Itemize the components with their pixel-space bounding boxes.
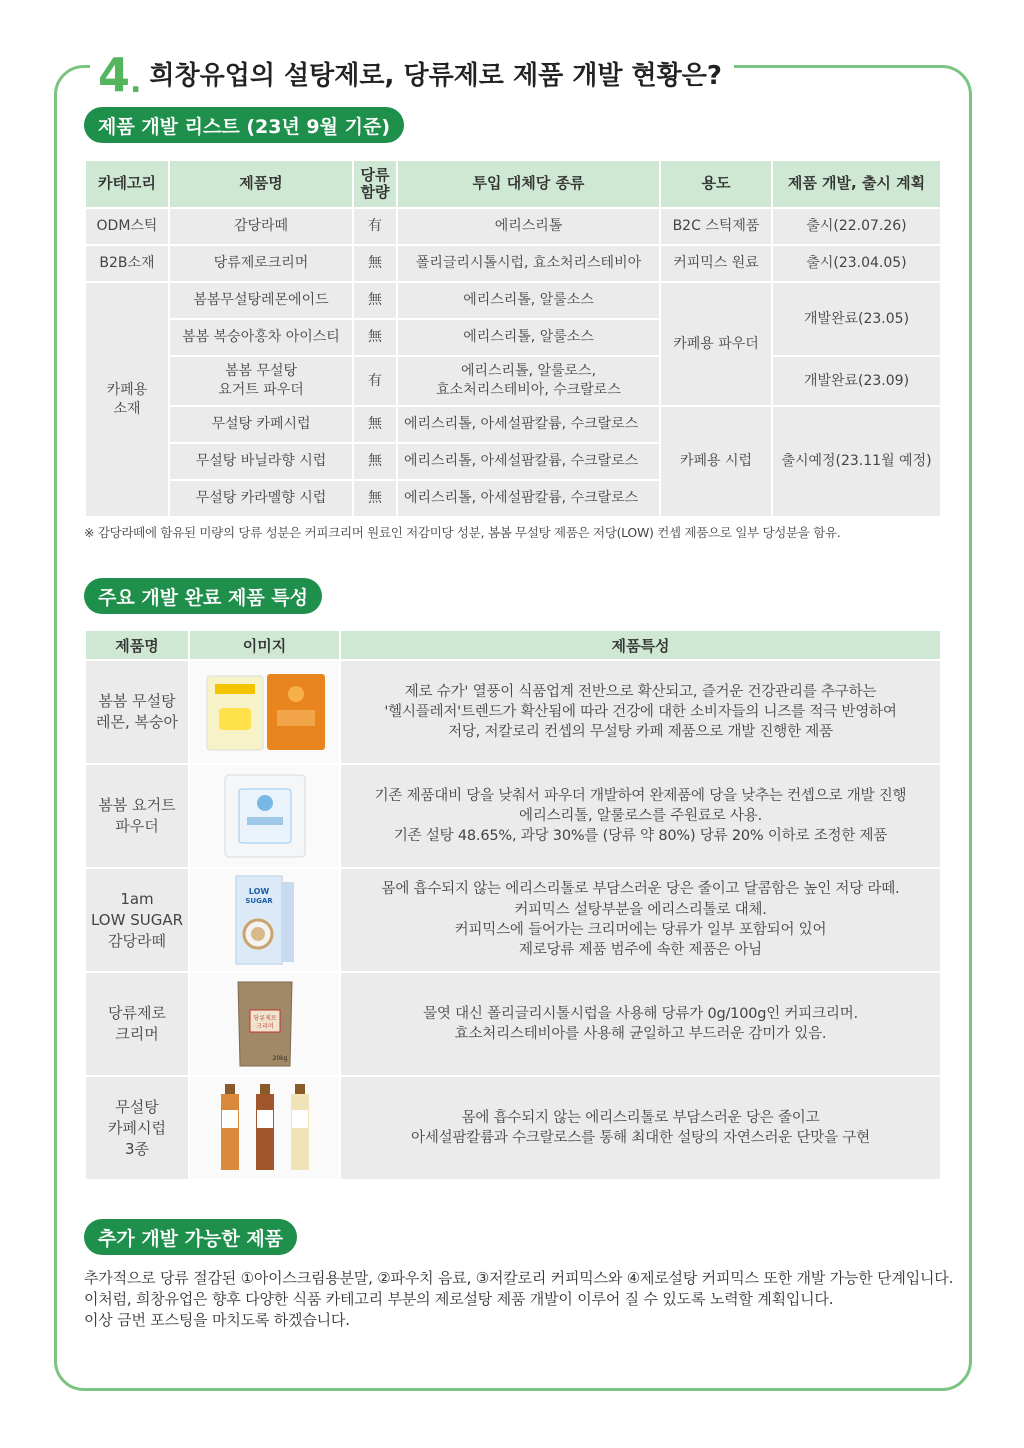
product-description: 몸에 흡수되지 않는 에리스리톨로 부담스러운 당은 줄이고 아세설팜칼륨과 수크랄로스를 통해 최대한 설탕의 자연스러운 단맛을 구현: [340, 1076, 941, 1180]
lemon-peach-pack-image: [201, 670, 329, 754]
table-row: [85, 282, 941, 319]
row-name: 무설탕 바닐라향 시럽: [169, 443, 353, 480]
table-row: [85, 972, 941, 1076]
row-plan-1: 개발완료(23.05): [772, 282, 941, 356]
row-sweetener: 에리스리톨, 아세설팜칼륨, 수크랄로스: [397, 406, 660, 443]
header-name: 제품명: [85, 630, 189, 660]
row-name: 무설탕 카라멜향 시럽: [169, 480, 353, 517]
header-name: 제품명: [169, 160, 353, 208]
product-image-cell: [189, 972, 340, 1076]
row-plan-2: 개발완료(23.09): [772, 356, 941, 406]
product-description: 물엿 대신 폴리글리시톨시럽을 사용해 당류가 0g/100g인 커피크리머. 효소처리스테비아를 사용해 균일하고 부드러운 감미가 있음.: [340, 972, 941, 1076]
table-row: [85, 1076, 941, 1180]
row-name: 당류제로크리머: [169, 245, 353, 282]
row-sugar: 無: [353, 319, 397, 356]
row-sweetener: 에리스리톨, 아세설팜칼륨, 수크랄로스: [397, 443, 660, 480]
product-name: 봄봄 요거트 파우더: [85, 764, 189, 868]
row-sugar: 無: [353, 480, 397, 517]
svg-text:당류제로: 당류제로: [252, 1015, 277, 1022]
additional-products-text: [84, 1268, 954, 1331]
row-sugar: 無: [353, 245, 397, 282]
row-sugar: 有: [353, 356, 397, 406]
table-row: [85, 406, 941, 443]
syrup-bottles-image: [215, 1080, 315, 1176]
product-image-cell: [189, 868, 340, 972]
paragraph-line: 이상 금번 포스팅을 마치도록 하겠습니다.: [84, 1311, 350, 1329]
paragraph-line: 추가적으로 당류 절감된 ①아이스크림용분말, ②파우치 음료, ③저칼로리 커피믹스와 ④제로설탕 커피믹스 또한 개발 가능한 단계입니다.: [84, 1269, 954, 1287]
header-use: 용도: [660, 160, 772, 208]
row-category: B2B소재: [85, 245, 169, 282]
row-name: 봄봄 무설탕 요거트 파우더: [169, 356, 353, 406]
row-sweetener: 폴리글리시톨시럽, 효소처리스테비아: [397, 245, 660, 282]
table-row: [85, 356, 941, 406]
creamer-sack-image: [230, 976, 300, 1072]
header-sugar: 당류 함량: [353, 160, 397, 208]
row-name: 감당라떼: [169, 208, 353, 245]
row-use-powder: 카페용 파우더: [660, 282, 772, 406]
row-name: 봄봄무설탕레몬에이드: [169, 282, 353, 319]
row-sugar: 無: [353, 443, 397, 480]
section1-title-pill: 제품 개발 리스트 (23년 9월 기준): [84, 107, 404, 143]
header-image: 이미지: [189, 630, 340, 660]
svg-text:LOW: LOW: [248, 887, 269, 896]
product-description: 기존 제품대비 당을 낮춰서 파우더 개발하여 완제품에 당을 낮추는 컨셉으로 개발 진행 에리스리톨, 알룰로스를 주원료로 사용. 기존 설탕 48.65%, 과당 30%를 (당류 약 80%) 당류 20% 이하로 조정한 제품: [340, 764, 941, 868]
product-name: 당류제로 크리머: [85, 972, 189, 1076]
table-header-row: [85, 160, 941, 208]
svg-text:SUGAR: SUGAR: [244, 897, 273, 905]
row-name: 봄봄 복숭아홍차 아이스티: [169, 319, 353, 356]
table-row: [85, 764, 941, 868]
row-sweetener: 에리스리톨: [397, 208, 660, 245]
product-image-cell: [189, 1076, 340, 1180]
table-row: [85, 868, 941, 972]
row-sweetener: 에리스리톨, 알룰소스: [397, 282, 660, 319]
row-use-syrup: 카페용 시럽: [660, 406, 772, 517]
product-features-table: [84, 629, 942, 1181]
product-description: 제로 슈가' 열풍이 식품업계 전반으로 확산되고, 즐거운 건강관리를 추구하는 '헬시플레저'트렌드가 확산됨에 따라 건강에 대한 소비자들의 니즈를 적극 반영하여 저당, 저칼로리 컨셉의 무설탕 카페 제품으로 개발 진행한 제품: [340, 660, 941, 764]
product-name: 무설탕 카페시럽 3종: [85, 1076, 189, 1180]
yogurt-powder-pack-image: [217, 771, 313, 861]
section2-title-pill: 주요 개발 완료 제품 특성: [84, 578, 322, 614]
product-description: 몸에 흡수되지 않는 에리스리톨로 부담스러운 당은 줄이고 달콤함은 높인 저당 라떼. 커피믹스 설탕부분을 에리스리톨로 대체. 커피믹스에 들어가는 크리머에는 당류가 일부 포함되어 있어 제로당류 제품 범주에 속한 제품은 아님: [340, 868, 941, 972]
row-use: B2C 스틱제품: [660, 208, 772, 245]
table-footnote: ※ 감당라떼에 함유된 미량의 당류 성분은 커피크리머 원료인 저감미당 성분, 봄봄 무설탕 제품은 저당(LOW) 컨셉 제품으로 일부 당성분을 함유.: [84, 525, 841, 540]
header-plan: 제품 개발, 출시 계획: [772, 160, 941, 208]
heading-title: 희창유업의 설탕제로, 당류제로 제품 개발 현황은?: [149, 61, 722, 91]
product-name: 1am LOW SUGAR 감당라떼: [85, 868, 189, 972]
row-sugar: 無: [353, 282, 397, 319]
row-name: 무설탕 카페시럽: [169, 406, 353, 443]
svg-text:20kg: 20kg: [272, 1055, 287, 1062]
heading-number: 4: [98, 48, 131, 102]
row-plan: 출시(23.04.05): [772, 245, 941, 282]
row-category: ODM스틱: [85, 208, 169, 245]
product-name: 봄봄 무설탕 레몬, 복숭아: [85, 660, 189, 764]
header-features: 제품특성: [340, 630, 941, 660]
row-sugar: 有: [353, 208, 397, 245]
row-sweetener: 에리스리톨, 알룰소스: [397, 319, 660, 356]
product-image-cell: [189, 764, 340, 868]
header-category: 카테고리: [85, 160, 169, 208]
table-header-row: [85, 630, 941, 660]
section3-title-pill: 추가 개발 가능한 제품: [84, 1219, 297, 1255]
product-development-table: [84, 159, 942, 518]
row-sweetener: 에리스리톨, 알룰로스, 효소처리스테비아, 수크랄로스: [397, 356, 660, 406]
svg-text:크리머: 크리머: [255, 1023, 274, 1030]
heading-dot: .: [130, 65, 142, 100]
table-row: [85, 208, 941, 245]
row-sweetener: 에리스리톨, 아세설팜칼륨, 수크랄로스: [397, 480, 660, 517]
row-use: 커피믹스 원료: [660, 245, 772, 282]
row-sugar: 無: [353, 406, 397, 443]
low-sugar-latte-box-image: [230, 872, 300, 968]
table-row: [85, 660, 941, 764]
section-heading: [90, 40, 734, 102]
header-sweetener: 투입 대체당 종류: [397, 160, 660, 208]
table-row: [85, 245, 941, 282]
row-plan: 출시(22.07.26): [772, 208, 941, 245]
product-image-cell: [189, 660, 340, 764]
row-plan-3: 출시예정(23.11월 예정): [772, 406, 941, 517]
row-category-cafe: 카페용 소재: [85, 282, 169, 517]
paragraph-line: 이처럼, 희창유업은 향후 다양한 식품 카테고리 부분의 제로설탕 제품 개발이 이루어 질 수 있도록 노력할 계획입니다.: [84, 1290, 834, 1308]
